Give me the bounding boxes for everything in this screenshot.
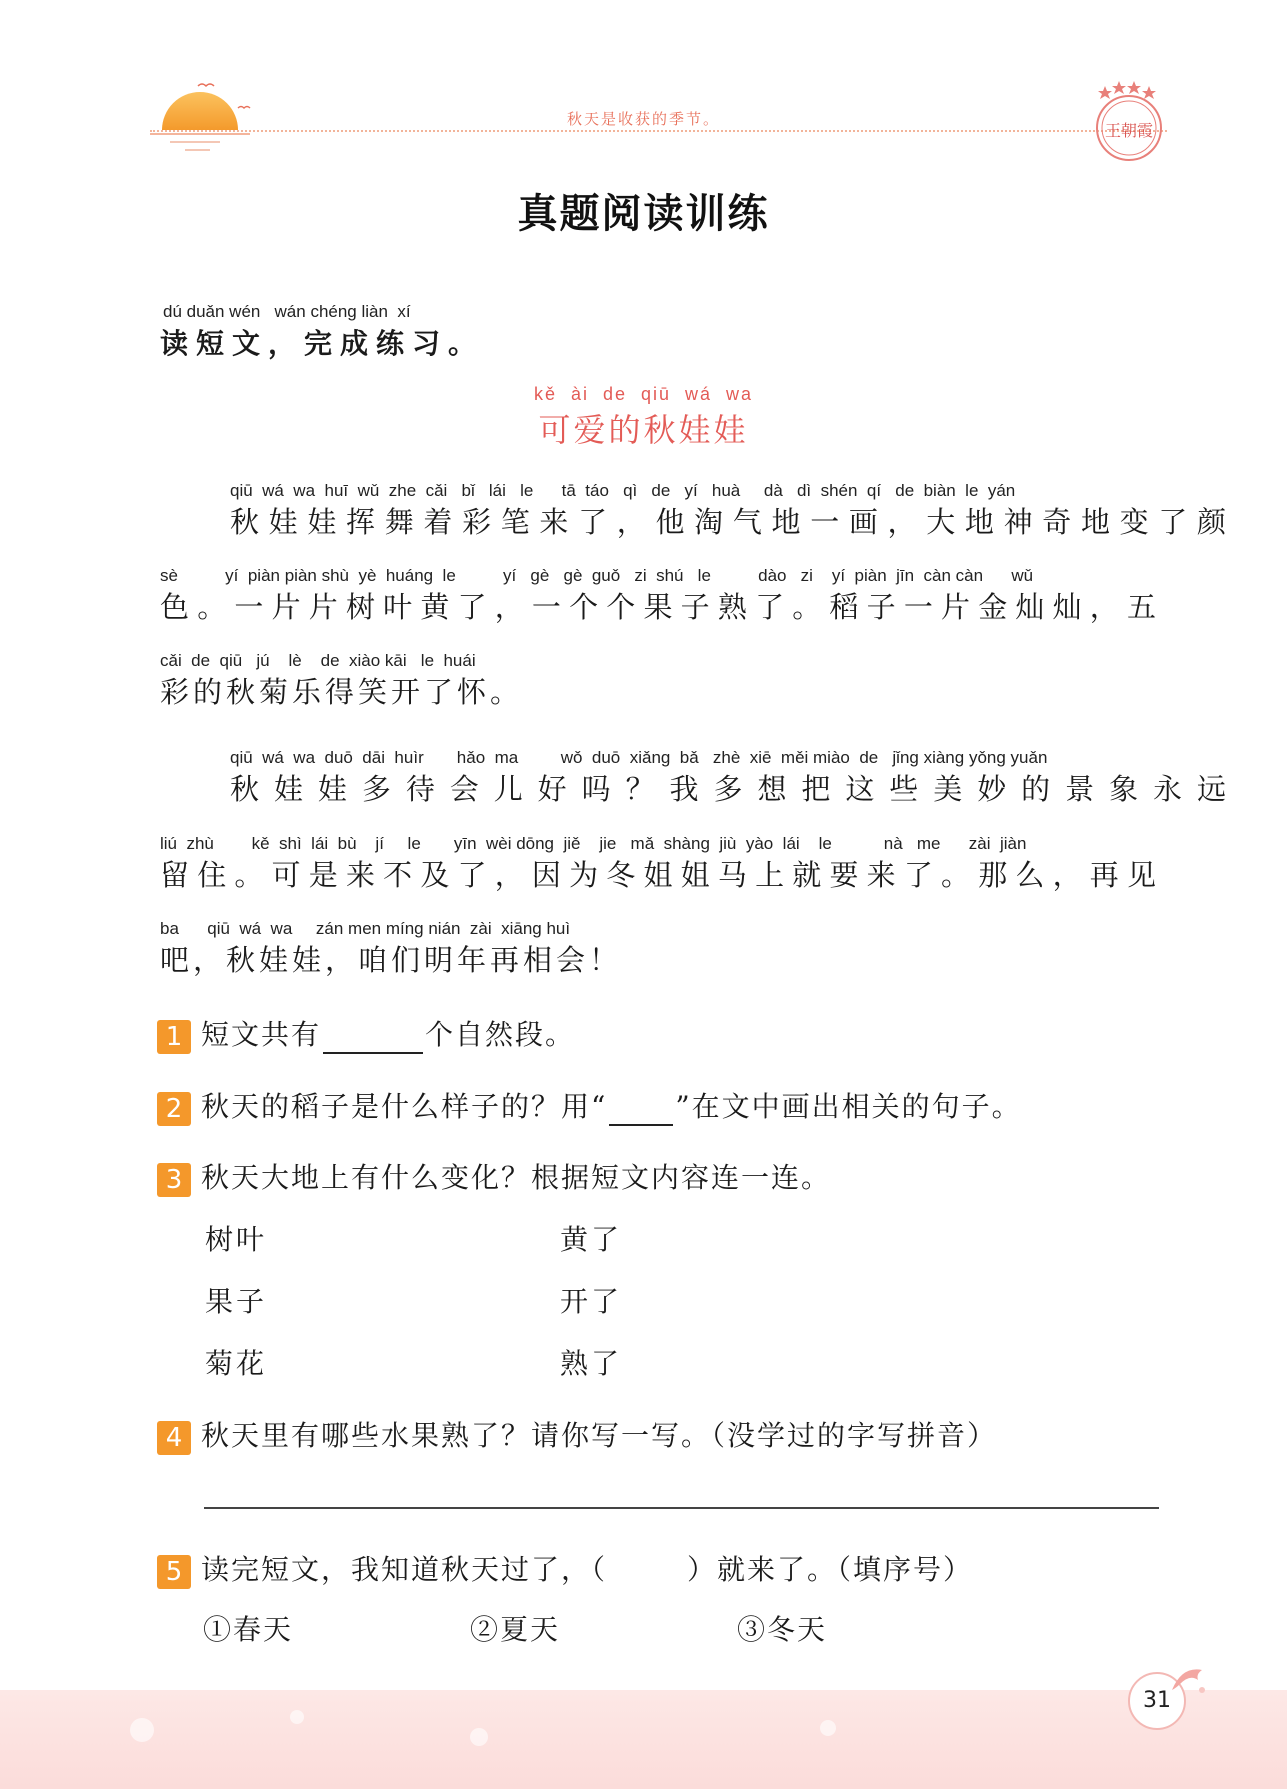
question-3 [157,1156,831,1197]
poem-line-pinyin: liú zhù kě shì lái bù jí le yīn wèi dōng jiě jie mǎ shàng jiù yào lái le nà me zài jiàn [160,834,1027,853]
poem-line-text: 吧，秋娃娃，咱们明年再相会！ [160,943,623,977]
question-number-badge: 4 [157,1421,191,1455]
question-1 [157,1013,575,1054]
page-number: 31 [1128,1672,1186,1730]
poem-line [160,565,1160,627]
question-5 [157,1548,973,1589]
poem-line [160,747,1230,809]
poem-line-text: 秋娃娃多待会儿好吗？我多想把这些美妙的景象永远 [230,772,1230,806]
option-item[interactable]: ①春天 [203,1613,294,1646]
poem-line [160,918,1160,980]
header-divider [150,130,1167,132]
bubble-decoration [470,1728,488,1746]
question-number-badge: 1 [157,1020,191,1054]
poem-line-pinyin: qiū wá wa huī wǔ zhe cǎi bǐ lái le tā táo qì de yí huà dà dì shén qí de biàn le yán [230,481,1016,500]
question-number-badge: 2 [157,1092,191,1126]
poem-line-text: 彩的秋菊乐得笑开了怀。 [160,675,524,709]
poem-line-text: 留住。可是来不及了，因为冬姐姐马上就要来了。那么，再见 [160,858,1160,892]
instruction-pinyin: dú duǎn wén wán chéng liàn xí [163,302,411,321]
svg-text:王朝霞: 王朝霞 [1104,121,1154,140]
question-text: 个自然段。 [425,1018,576,1051]
option-item[interactable]: ③冬天 [737,1613,828,1646]
match-left-item[interactable]: 菊花 [205,1347,268,1380]
poem-line [160,480,1230,542]
question-text: ）就来了。（填序号） [687,1553,974,1586]
match-right-item[interactable]: 开了 [560,1285,623,1318]
question-text: 读完短文，我知道秋天过了，（ [201,1553,608,1586]
question-text: 秋天的稻子是什么样子的？用“ [201,1090,608,1123]
poem-line-pinyin: qiū wá wa duō dāi huìr hǎo ma wǒ duō xiǎng bǎ zhè xiē měi miào de jǐng xiàng yǒng yuǎn [230,748,1048,767]
question-number-badge: 3 [157,1163,191,1197]
poem-line-pinyin: cǎi de qiū jú lè de xiào kāi le huái [160,651,476,670]
bubble-decoration [290,1710,304,1724]
dolphin-icon [1168,1660,1208,1700]
question-text: 秋天大地上有什么变化？根据短文内容连一连。 [201,1161,832,1194]
page-header [0,0,1287,170]
question-number-badge: 5 [157,1555,191,1589]
poem-title-pinyin: kě ài de qiū wá wa [533,384,754,404]
poem-line-pinyin: sè yí piàn piàn shù yè huáng le yí gè gè guǒ zi shú le dào zi yí piàn jīn càn càn wǔ [160,566,1034,585]
question-text: 短文共有 [201,1018,322,1051]
footer-background [0,1690,1287,1789]
match-right-item[interactable]: 黄了 [560,1223,623,1256]
question-text: 秋天里有哪些水果熟了？请你写一写。（没学过的字写拼音） [201,1419,998,1452]
bubble-decoration [820,1720,836,1736]
instruction-text: 读短文，完成练习。 [160,327,485,360]
match-left-item[interactable]: 果子 [205,1285,268,1318]
poem-line [160,650,1160,712]
poem-line-pinyin: ba qiū wá wa zán men míng nián zài xiāng huì [160,919,571,938]
header-slogan: 秋天是收获的季节。 [566,110,720,128]
page-title: 真题阅读训练 [517,191,770,237]
poem-title: 可爱的秋娃娃 [538,411,749,449]
underline-sample [609,1100,673,1126]
bubble-decoration [130,1718,154,1742]
poem-line-text: 色。一片片树叶黄了，一个个果子熟了。稻子一片金灿灿，五 [160,590,1160,624]
poem-line-text: 秋娃娃挥舞着彩笔来了，他淘气地一画，大地神奇地变了颜 [230,505,1230,539]
question-2 [157,1085,1022,1126]
author-seal-icon [1089,78,1169,164]
answer-line[interactable] [204,1507,1159,1509]
question-4 [157,1414,997,1455]
question-text: ”在文中画出相关的句子。 [675,1090,1022,1123]
option-item[interactable]: ②夏天 [470,1613,561,1646]
answer-blank[interactable] [323,1028,423,1054]
poem-line [160,833,1160,895]
match-right-item[interactable]: 熟了 [560,1347,623,1380]
match-left-item[interactable]: 树叶 [205,1223,268,1256]
